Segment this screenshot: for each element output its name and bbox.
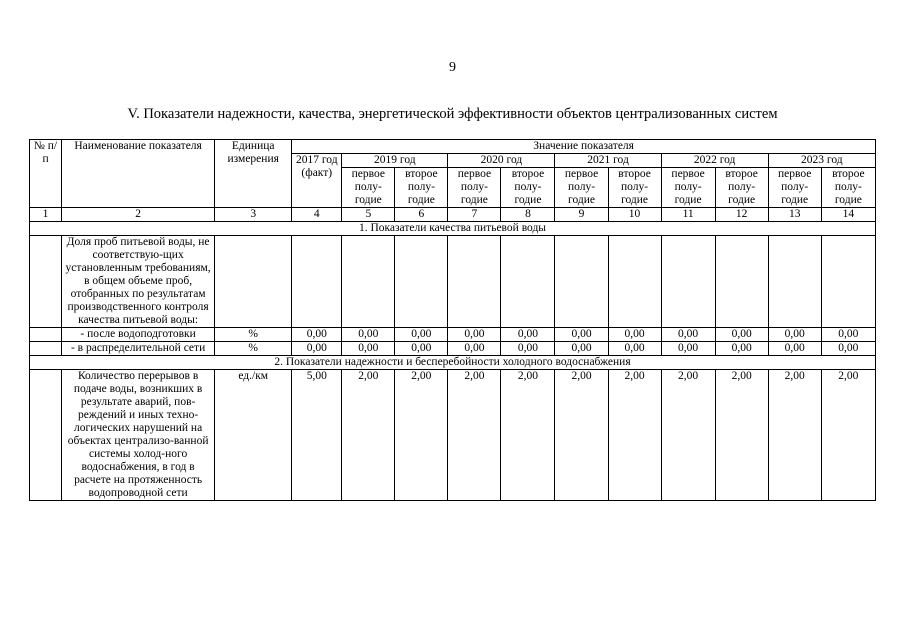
header-year: 2019 год [342, 154, 448, 168]
value-cell: 0,00 [501, 328, 555, 342]
header-name: Наименование показателя [62, 140, 215, 208]
col-number: 3 [215, 208, 292, 222]
value-cell: 2,00 [448, 370, 501, 501]
value-cell: 2,00 [715, 370, 768, 501]
value-cell: 0,00 [715, 342, 768, 356]
value-cell: 0,00 [555, 342, 608, 356]
value-cell: 5,00 [292, 370, 342, 501]
header-row-1 [30, 140, 876, 154]
col-number: 11 [661, 208, 715, 222]
col-number: 7 [448, 208, 501, 222]
value-cell: 0,00 [292, 328, 342, 342]
value-cell: 0,00 [501, 342, 555, 356]
value-cell: 0,00 [821, 342, 875, 356]
column-number-row [30, 208, 876, 222]
indicator-unit: % [215, 328, 292, 342]
value-cell: 0,00 [395, 342, 448, 356]
header-year-2017: 2017 год (факт) [292, 154, 342, 208]
header-num: № п/п [30, 140, 62, 208]
indicator-intro: Доля проб питьевой воды, не соответствую-щих установленным требованиям, в общем объеме проб, отобранных по результатам производственного контроля качества питьевой воды: [62, 236, 215, 328]
value-cell: 2,00 [555, 370, 608, 501]
header-half-first: первое полу-годие [555, 168, 608, 208]
value-cell: 2,00 [501, 370, 555, 501]
table-row [30, 236, 876, 328]
col-number: 2 [62, 208, 215, 222]
indicator-name: Количество перерывов в подаче воды, возникших в результате аварий, пов-реждений и иных техно-логических нарушений на объектах централизо-ванной системы холод-ного водоснабжения, в год в расчете на протяженность водопроводной сети [62, 370, 215, 501]
section-title-water-quality: 1. Показатели качества питьевой воды [30, 222, 876, 236]
value-cell: 0,00 [342, 342, 395, 356]
header-year: 2023 год [768, 154, 875, 168]
header-half-second: второе полу-годие [608, 168, 661, 208]
value-cell: 0,00 [342, 328, 395, 342]
value-cell: 0,00 [661, 342, 715, 356]
header-half-first: первое полу-годие [661, 168, 715, 208]
table-row [30, 370, 876, 501]
col-number: 13 [768, 208, 821, 222]
value-cell: 2,00 [661, 370, 715, 501]
value-cell: 0,00 [448, 342, 501, 356]
header-unit: Единица измерения [215, 140, 292, 208]
col-number: 12 [715, 208, 768, 222]
header-half-second: второе полу-годие [715, 168, 768, 208]
value-cell: 0,00 [555, 328, 608, 342]
value-cell: 0,00 [608, 342, 661, 356]
value-cell: 0,00 [608, 328, 661, 342]
value-cell: 2,00 [395, 370, 448, 501]
header-year: 2021 год [555, 154, 661, 168]
indicators-table [29, 139, 876, 501]
table-row [30, 342, 876, 356]
section-header-row [30, 356, 876, 370]
header-value-group: Значение показателя [292, 140, 876, 154]
indicator-name: - после водоподготовки [62, 328, 215, 342]
value-cell: 2,00 [342, 370, 395, 501]
header-half-second: второе полу-годие [501, 168, 555, 208]
indicator-unit: ед./км [215, 370, 292, 501]
table-row [30, 328, 876, 342]
section-title-reliability: 2. Показатели надежности и бесперебойности холодного водоснабжения [30, 356, 876, 370]
value-cell: 2,00 [768, 370, 821, 501]
value-cell: 0,00 [768, 328, 821, 342]
indicator-name: - в распределительной сети [62, 342, 215, 356]
section-title: V. Показатели надежности, качества, энергетической эффективности объектов централизованных систем [127, 106, 778, 122]
value-cell: 0,00 [661, 328, 715, 342]
header-year: 2022 год [661, 154, 768, 168]
col-number: 4 [292, 208, 342, 222]
value-cell: 0,00 [395, 328, 448, 342]
header-half-second: второе полу-годие [821, 168, 875, 208]
col-number: 14 [821, 208, 875, 222]
header-half-first: первое полу-годие [448, 168, 501, 208]
value-cell: 0,00 [292, 342, 342, 356]
indicator-unit: % [215, 342, 292, 356]
value-cell: 0,00 [448, 328, 501, 342]
header-half-first: первое полу-годие [768, 168, 821, 208]
section-header-row [30, 222, 876, 236]
col-number: 5 [342, 208, 395, 222]
value-cell: 0,00 [821, 328, 875, 342]
value-cell: 0,00 [715, 328, 768, 342]
value-cell: 0,00 [768, 342, 821, 356]
header-year: 2020 год [448, 154, 555, 168]
col-number: 6 [395, 208, 448, 222]
header-half-second: второе полу-годие [395, 168, 448, 208]
col-number: 1 [30, 208, 62, 222]
page-number: 9 [449, 60, 456, 75]
header-half-first: первое полу-годие [342, 168, 395, 208]
col-number: 9 [555, 208, 608, 222]
col-number: 8 [501, 208, 555, 222]
value-cell: 2,00 [608, 370, 661, 501]
col-number: 10 [608, 208, 661, 222]
value-cell: 2,00 [821, 370, 875, 501]
